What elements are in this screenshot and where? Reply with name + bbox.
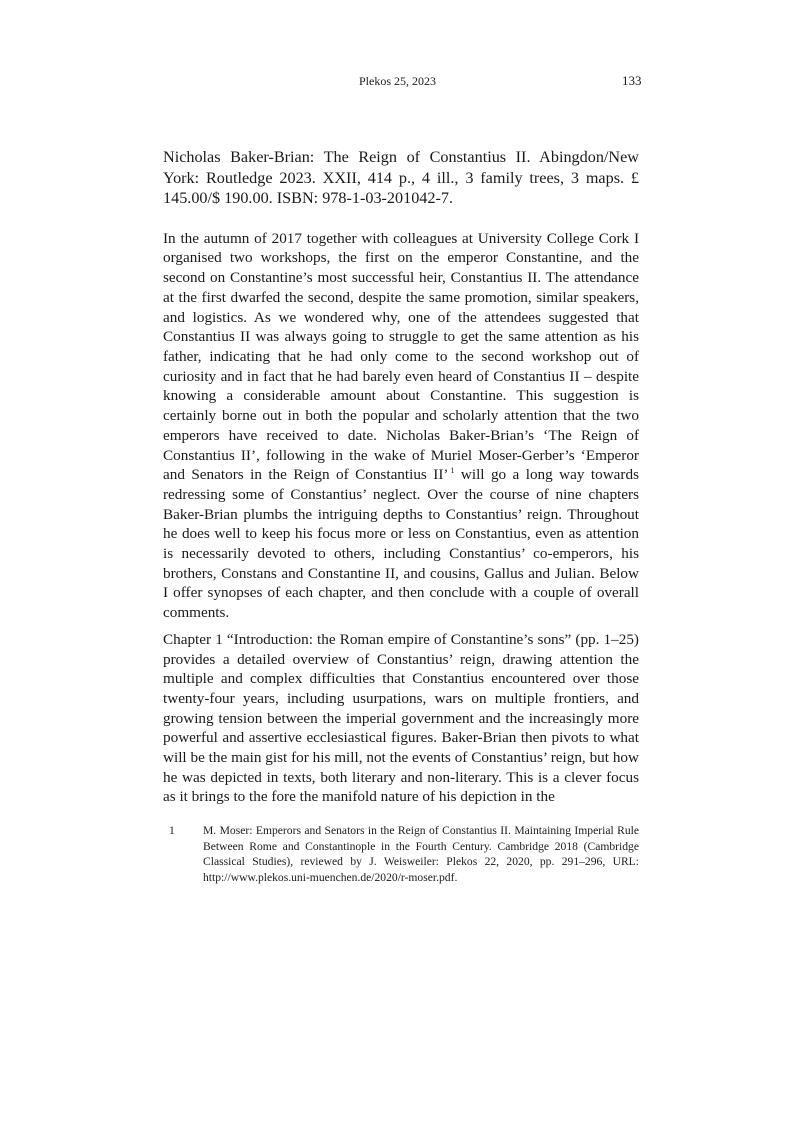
- journal-title: Plekos 25, 2023: [359, 74, 437, 88]
- paragraph-1-text-a: In the autumn of 2017 together with colleagues at University College Cork I organised two workshops, the first on the emperor Constantine, and the second on Constantine’s most successful heir, Constantius II. The attendance at the first dwarfed the second, despite the same promotion, similar speakers, and logistics. As we wondered why, one of the attendees suggested that Constantius II was always going to struggle to get the same attention as his father, indicating that he had only come to the second workshop out of curiosity and in fact that he had barely even heard of Constantius II – despite knowing a considerable amount about Constantine. This suggestion is certainly borne out in both the popular and scholarly attention that the two emperors have received to date. Nicholas Baker-Brian’s ‘The Reign of Constantius II’, following in the wake of Muriel Moser-Gerber’s ‘Emperor and Senators in the Reign of Constantius II’: [163, 229, 639, 484]
- footnote: [169, 823, 639, 885]
- article-content: [163, 147, 639, 814]
- footnote-number: 1: [169, 824, 175, 837]
- footnote-reference[interactable]: 1: [450, 466, 455, 476]
- paragraph-1: [163, 229, 639, 623]
- review-body: [163, 229, 639, 807]
- paragraph-1-text-b: will go a long way towards redressing some of Constantius’ neglect. Over the course of nine chapters Baker-Brian plumbs the intriguing depths to Constantius’ reign. Throughout he does well to keep his focus more or less on Constantius, even as attention is necessarily devoted to others, including Constantius’ co-emperors, his brothers, Constans and Constantine II, and cousins, Gallus and Julian. Below I offer synopses of each chapter, and then conclude with a couple of overall comments.: [163, 466, 639, 622]
- paragraph-2: Chapter 1 “Introduction: the Roman empire of Constantine’s sons” (pp. 1–25) provides a detailed overview of Constantius’ reign, drawing attention the multiple and complex difficulties that Constantius encountered over those twenty-four years, including usurpations, wars on multiple frontiers, and growing tension between the imperial government and the increasingly more powerful and assertive ecclesiastical figures. Baker-Brian then pivots to what will be the main gist for his mill, not the events of Constantius’ reign, but how he was depicted in texts, both literary and non-literary. This is a clever focus as it brings to the fore the manifold nature of his depiction in the: [163, 630, 639, 806]
- page-number: 133: [622, 73, 642, 88]
- footnote-text: M. Moser: Emperors and Senators in the Reign of Constantius II. Maintaining Imperial Rule Between Rome and Constantinople in the Fourth Century. Cambridge 2018 (Cambridge Classical Studies), reviewed by J. Weisweiler: Plekos 22, 2020, pp. 291–296, URL: http://www.plekos.uni-muenchen.de/2020/r-moser.pdf.: [203, 824, 639, 884]
- review-title: Nicholas Baker-Brian: The Reign of Constantius II. Abingdon/New York: Routledge 2023. XXII, 414 p., 4 ill., 3 family trees, 3 maps. £ 145.00/$ 190.00. ISBN: 978-1-03-201042-7.: [163, 148, 639, 208]
